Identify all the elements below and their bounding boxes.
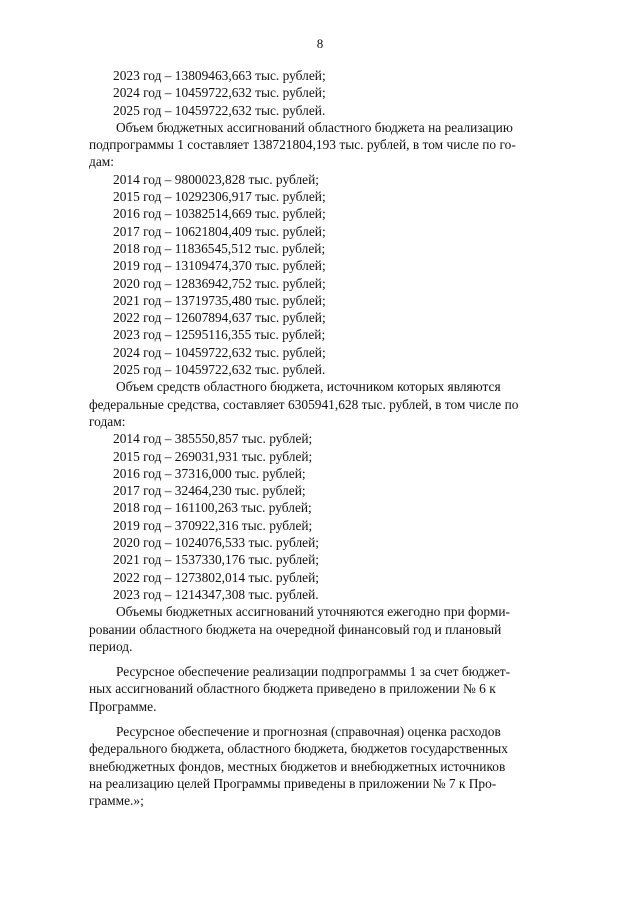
paragraph-appendix-7 (89, 723, 579, 809)
paragraph-line: Объемы бюджетных ассигнований уточняются ежегодно при форми- (116, 604, 511, 620)
list-item: 2015 год – 269031,931 тыс. рублей; (113, 448, 313, 464)
paragraph-annual-adjustment (89, 603, 579, 655)
paragraph-line: подпрограммы 1 составляет 138721804,193 тыс. рублей, в том числе по го- (89, 137, 516, 153)
list-item: 2020 год – 1024076,533 тыс. рублей; (113, 535, 319, 551)
list-item: 2016 год – 37316,000 тыс. рублей; (113, 465, 306, 481)
paragraph-line: ных ассигнований областного бюджета приведено в приложении № 6 к (89, 681, 496, 697)
paragraph-line: дам: (89, 154, 114, 170)
list-item: 2025 год – 10459722,632 тыс. рублей. (113, 362, 326, 378)
list-item: 2020 год – 12836942,752 тыс. рублей; (113, 275, 326, 291)
year-list-federal-funds (89, 430, 579, 603)
paragraph-subprogram-allocation (89, 119, 579, 171)
list-item: 2019 год – 13109474,370 тыс. рублей; (113, 258, 326, 274)
page-number: 8 (316, 36, 324, 51)
paragraph-line: Ресурсное обеспечение и прогнозная (справочная) оценка расходов (116, 723, 501, 739)
paragraph-line: грамме.»; (89, 793, 144, 809)
paragraph-line: ровании областного бюджета на очередной финансовый год и плановый (89, 621, 502, 637)
paragraph-line: Ресурсное обеспечение реализации подпрограммы 1 за счет бюджет- (116, 664, 511, 680)
list-item: 2021 год – 1537330,176 тыс. рублей; (113, 552, 319, 568)
year-list-regional-budget (89, 171, 579, 379)
list-item: 2024 год – 10459722,632 тыс. рублей; (113, 344, 326, 360)
paragraph-line: Объем средств областного бюджета, источником которых являются (116, 379, 501, 395)
list-item: 2021 год – 13719735,480 тыс. рублей; (113, 292, 326, 308)
paragraph-line: период. (89, 638, 133, 654)
document-body (89, 67, 579, 809)
list-item: 2014 год – 9800023,828 тыс. рублей; (113, 171, 319, 187)
list-item: 2023 год – 1214347,308 тыс. рублей. (113, 586, 319, 602)
paragraph-line: Объем бюджетных ассигнований областного бюджета на реализацию (116, 119, 513, 135)
list-item: 2014 год – 385550,857 тыс. рублей; (113, 431, 313, 447)
list-item: 2016 год – 10382514,669 тыс. рублей; (113, 206, 326, 222)
list-item: 2024 год – 10459722,632 тыс. рублей; (113, 85, 326, 101)
list-item: 2019 год – 370922,316 тыс. рублей; (113, 517, 313, 533)
list-item: 2018 год – 11836545,512 тыс. рублей; (113, 240, 326, 256)
paragraph-line: федерального бюджета, областного бюджета, бюджетов государственных (89, 741, 508, 757)
list-item: 2017 год – 10621804,409 тыс. рублей; (113, 223, 326, 239)
list-item: 2017 год – 32464,230 тыс. рублей; (113, 483, 306, 499)
paragraph-line: Программе. (89, 698, 157, 714)
year-list-top (89, 67, 579, 119)
paragraph-appendix-6 (89, 663, 579, 715)
list-item: 2015 год – 10292306,917 тыс. рублей; (113, 189, 326, 205)
paragraph-line: внебюджетных фондов, местных бюджетов и внебюджетных источников (89, 758, 506, 774)
paragraph-line: годам: (89, 413, 126, 429)
list-item: 2025 год – 10459722,632 тыс. рублей. (113, 102, 326, 118)
paragraph-line: на реализацию целей Программы приведены в приложении № 7 к Про- (89, 775, 497, 791)
list-item: 2022 год – 12607894,637 тыс. рублей; (113, 310, 326, 326)
list-item: 2022 год – 1273802,014 тыс. рублей; (113, 569, 319, 585)
paragraph-line: федеральные средства, составляет 6305941,628 тыс. рублей, в том числе по (89, 396, 519, 412)
list-item: 2023 год – 13809463,663 тыс. рублей; (113, 68, 326, 83)
list-item: 2018 год – 161100,263 тыс. рублей; (113, 500, 312, 516)
paragraph-federal-funds (89, 378, 579, 430)
list-item: 2023 год – 12595116,355 тыс. рублей; (113, 327, 326, 343)
